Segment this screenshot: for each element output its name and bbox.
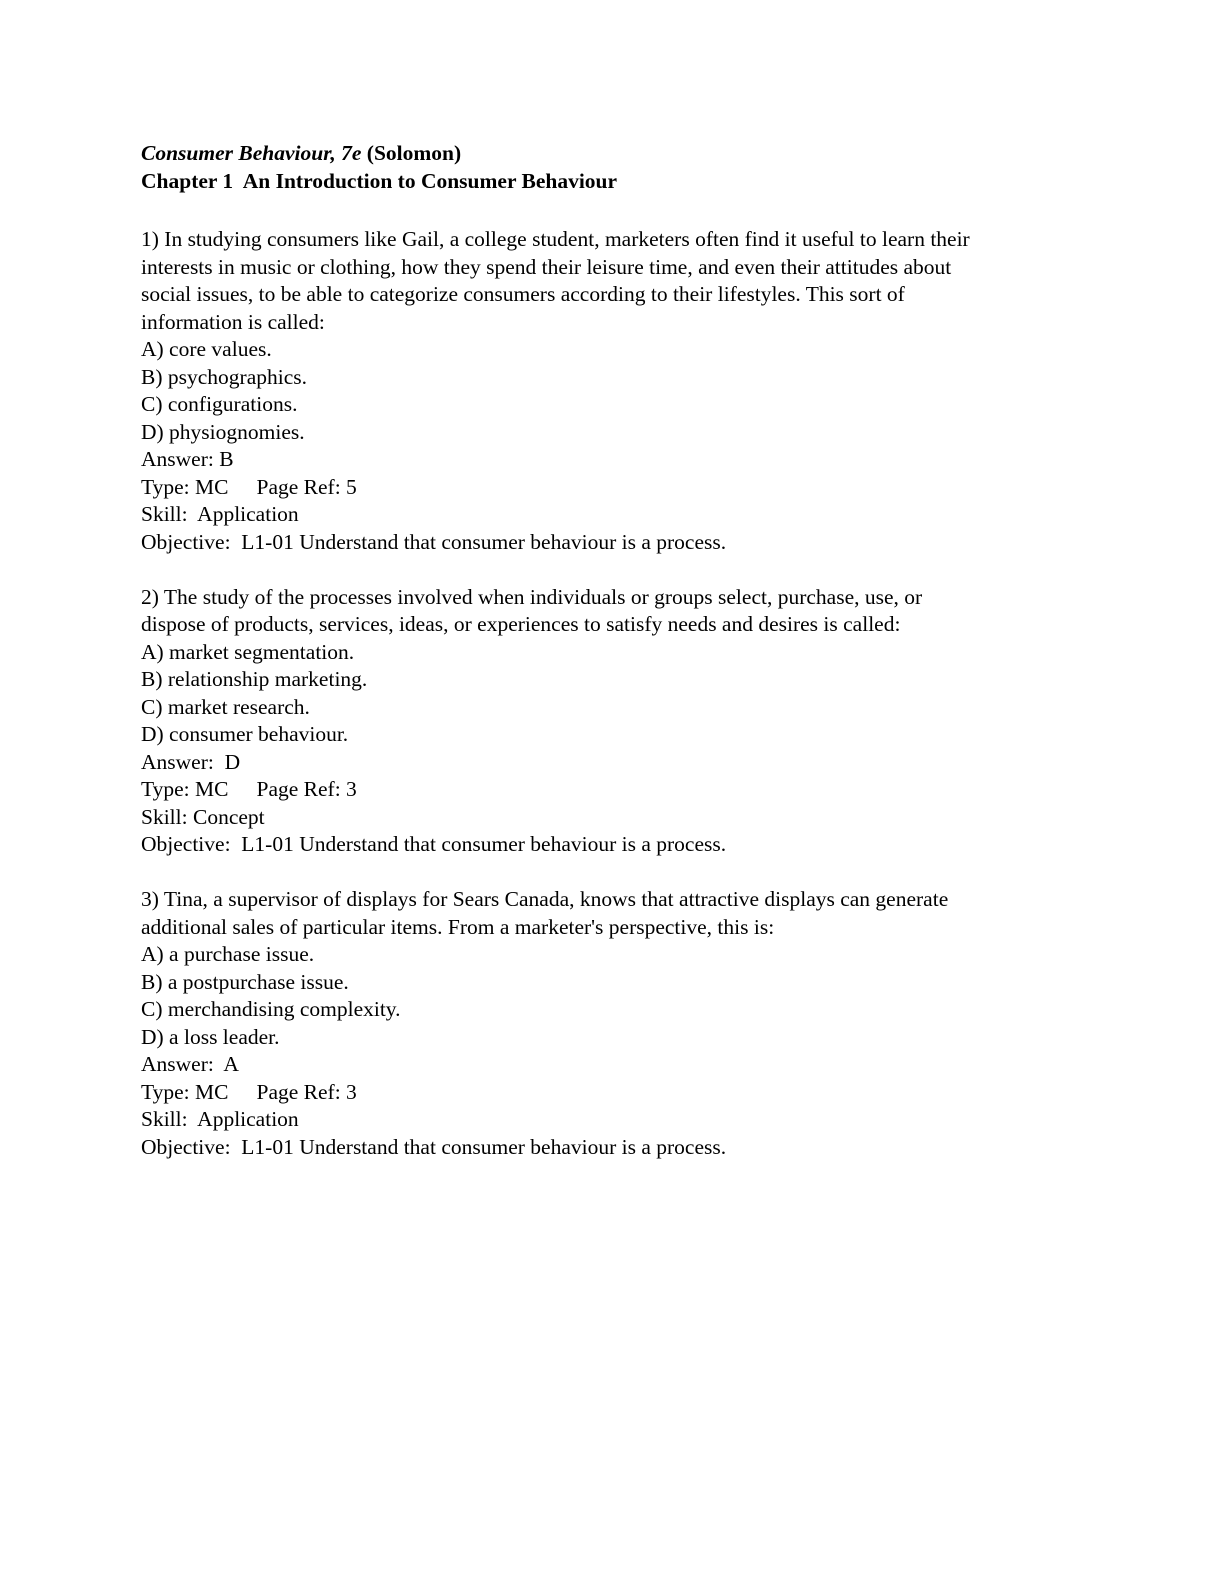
question-1 (141, 226, 1101, 556)
skill-line: Skill: Application (141, 1107, 299, 1131)
option-a: A) market segmentation. (141, 639, 355, 664)
question-stem-line: additional sales of particular items. From a marketer's perspective, this is: (141, 914, 775, 939)
skill-line: Skill: Concept (141, 804, 265, 829)
type-line (141, 1079, 1101, 1107)
question-stem-line: 1) In studying consumers like Gail, a college student, marketers often find it useful to learn their (141, 227, 970, 251)
book-author: (Solomon) (361, 141, 462, 165)
question-stem-line: interests in music or clothing, how they spend their leisure time, and even their attitudes about (141, 254, 952, 279)
question-stem-line: information is called: (141, 309, 325, 334)
question-stem-line: 2) The study of the processes involved when individuals or groups select, purchase, use, or (141, 584, 923, 609)
option-c: C) market research. (141, 694, 310, 719)
type-line (141, 474, 1101, 502)
document-page (141, 140, 1101, 1189)
page-ref: Page Ref: 3 (256, 777, 357, 801)
answer-line: Answer: B (141, 447, 234, 471)
option-b: B) a postpurchase issue. (141, 969, 349, 994)
document-title (141, 140, 1101, 168)
option-d: D) consumer behaviour. (141, 722, 349, 746)
question-stem-line: 3) Tina, a supervisor of displays for Sears Canada, knows that attractive displays can generate (141, 887, 949, 911)
type-line (141, 776, 1101, 804)
question-type: Type: MC (141, 1079, 229, 1104)
page-ref: Page Ref: 5 (256, 474, 357, 499)
option-d: D) a loss leader. (141, 1024, 280, 1049)
option-a: A) a purchase issue. (141, 942, 315, 966)
objective-line: Objective: L1-01 Understand that consumer behaviour is a process. (141, 832, 727, 856)
book-title: Consumer Behaviour, 7e (141, 141, 362, 165)
option-a: A) core values. (141, 337, 272, 361)
question-type: Type: MC (141, 777, 229, 801)
question-type: Type: MC (141, 474, 229, 499)
option-b: B) psychographics. (141, 364, 307, 389)
question-3 (141, 886, 1101, 1161)
skill-line: Skill: Application (141, 502, 299, 526)
objective-line: Objective: L1-01 Understand that consumer behaviour is a process. (141, 529, 727, 554)
objective-line: Objective: L1-01 Understand that consumer behaviour is a process. (141, 1134, 727, 1159)
option-b: B) relationship marketing. (141, 667, 368, 691)
answer-line: Answer: D (141, 749, 241, 774)
option-c: C) merchandising complexity. (141, 997, 401, 1021)
option-d: D) physiognomies. (141, 419, 305, 444)
page-ref: Page Ref: 3 (256, 1079, 357, 1104)
question-2 (141, 584, 1101, 859)
question-stem-line: social issues, to be able to categorize consumers according to their lifestyles. This sort of (141, 282, 905, 306)
option-c: C) configurations. (141, 392, 298, 416)
chapter-title: Chapter 1 An Introduction to Consumer Behaviour (141, 168, 618, 193)
answer-line: Answer: A (141, 1052, 239, 1076)
question-stem-line: dispose of products, services, ideas, or experiences to satisfy needs and desires is called: (141, 612, 901, 636)
document-header (141, 140, 1101, 195)
